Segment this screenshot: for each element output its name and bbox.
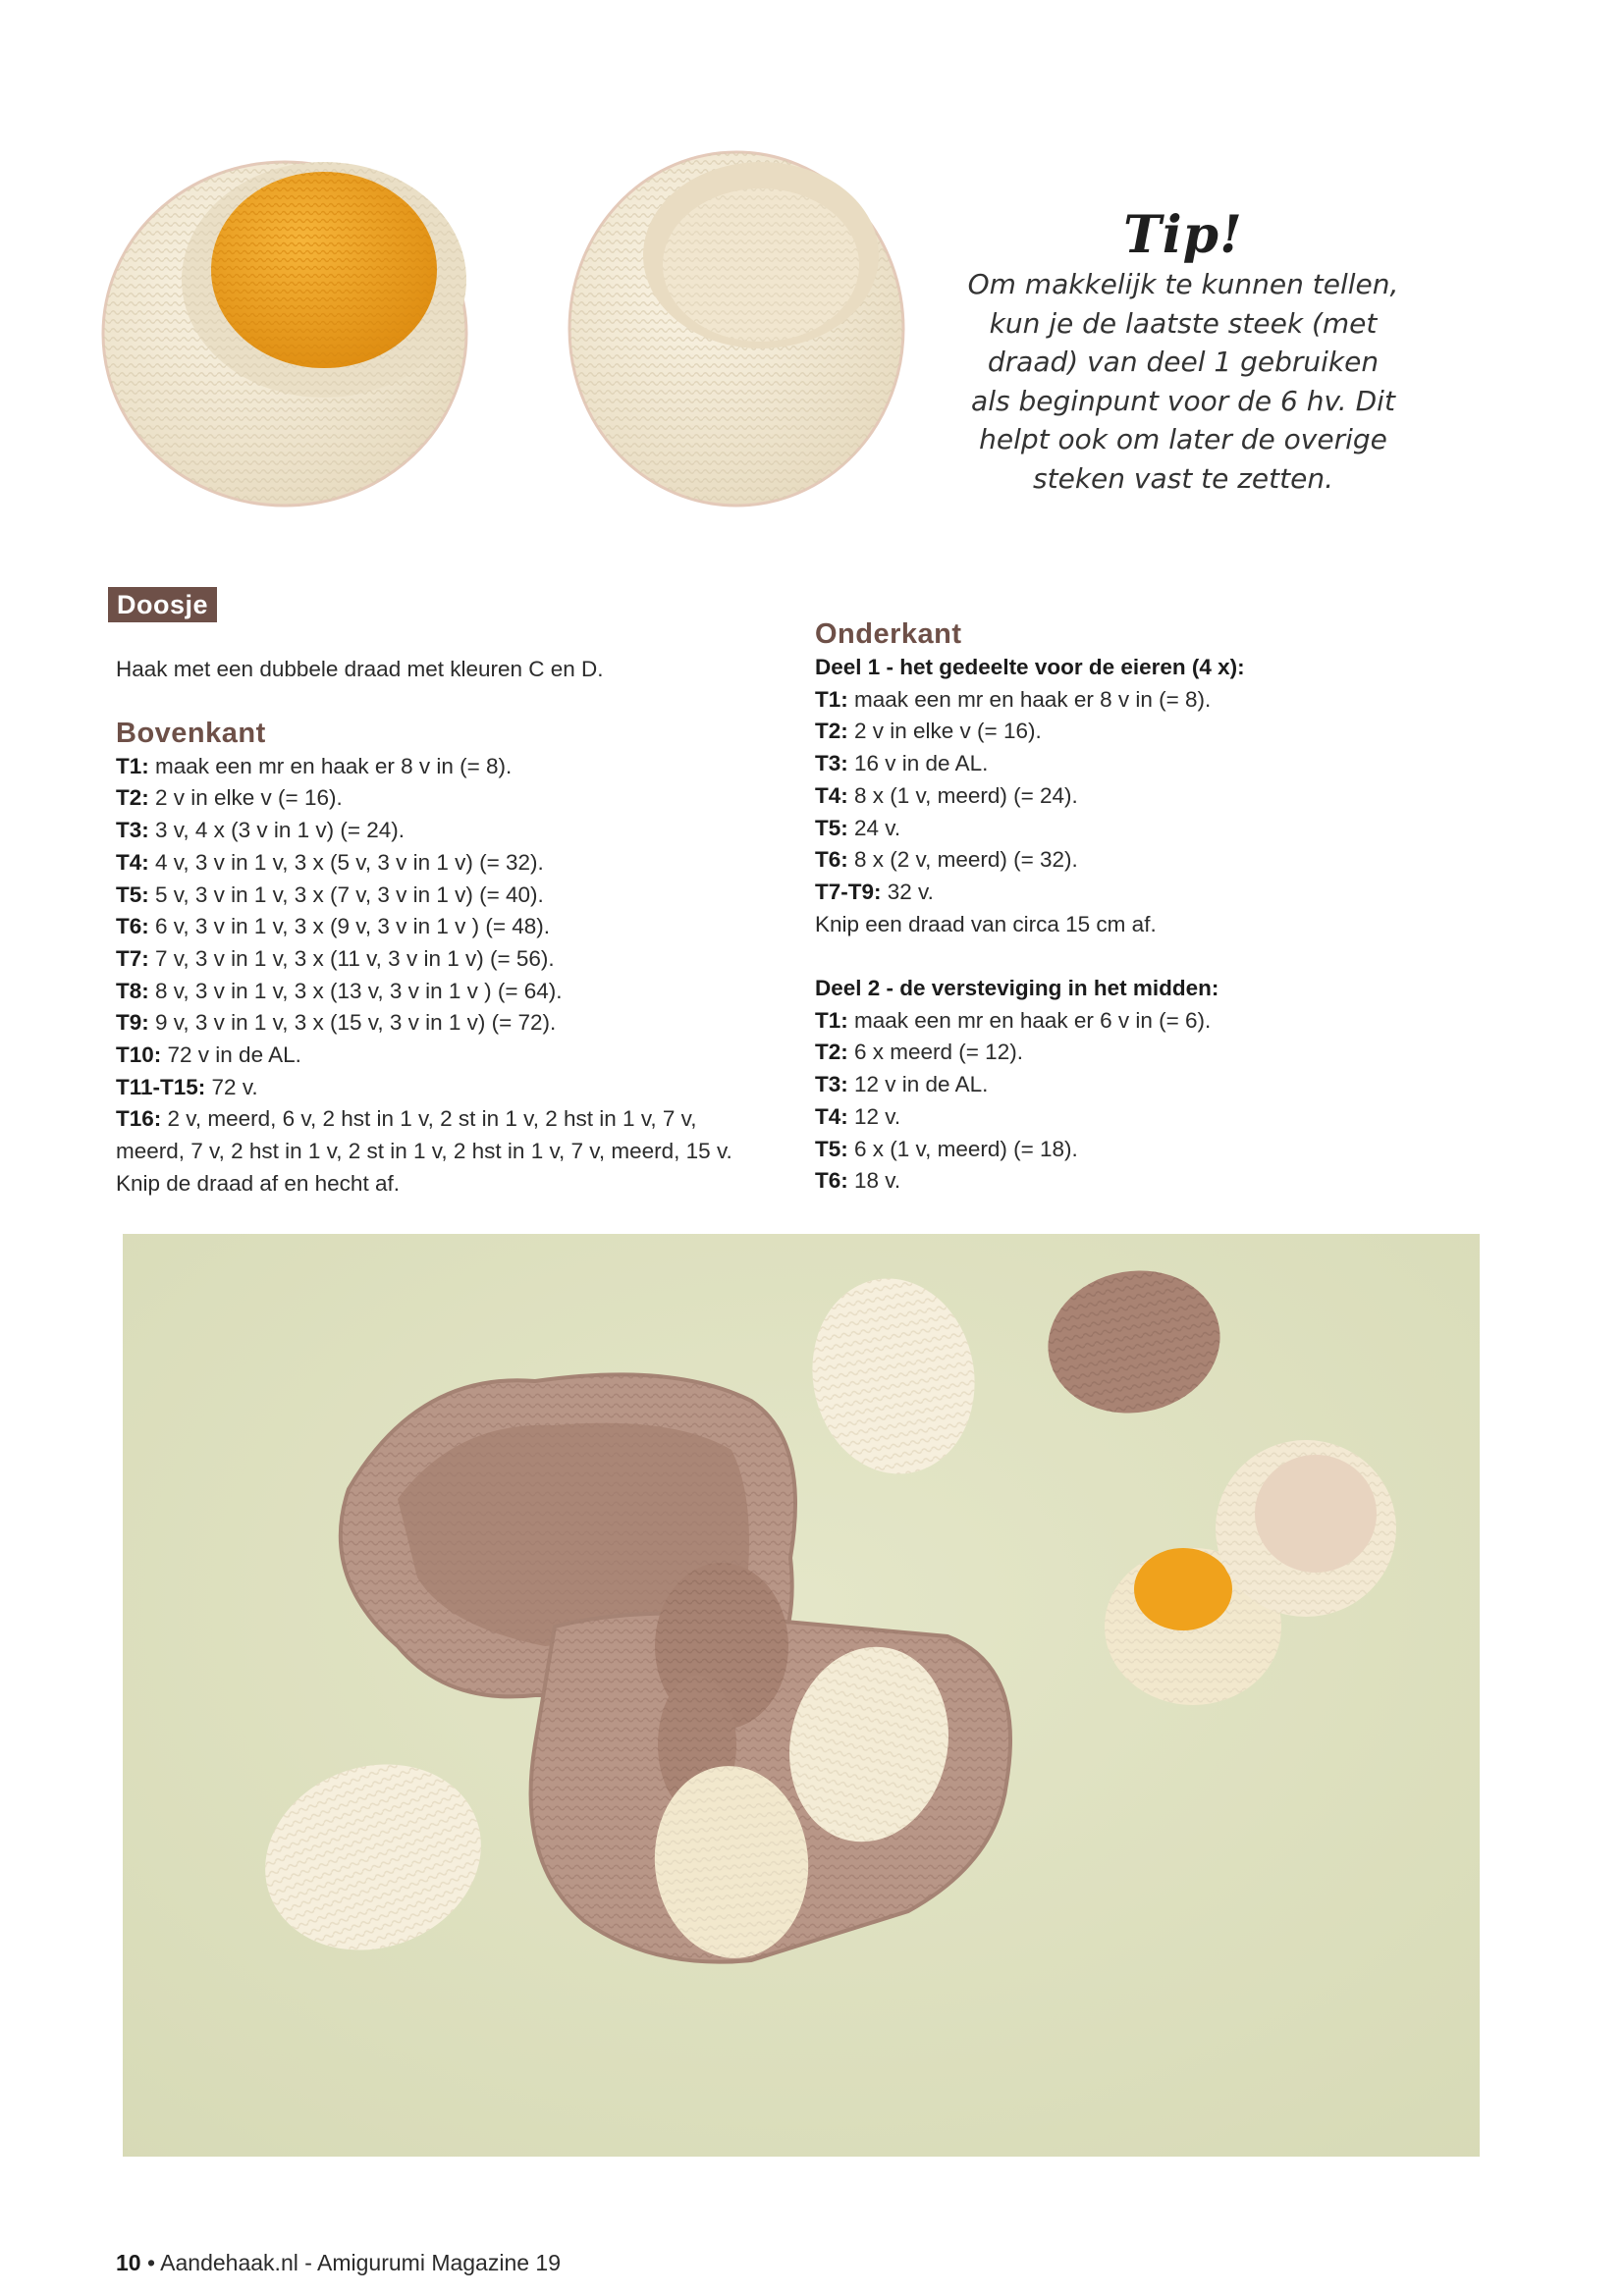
- egg-carton-photo: [123, 1234, 1480, 2157]
- egg-with-yolk: [103, 162, 466, 506]
- pattern-row: T10: 72 v in de AL.: [116, 1042, 301, 1068]
- pattern-row-continuation: meerd, 7 v, 2 hst in 1 v, 2 st in 1 v, 2 hst in 1 v, 7 v, meerd, 15 v.: [116, 1139, 732, 1164]
- pattern-row: T3: 3 v, 4 x (3 v in 1 v) (= 24).: [116, 818, 406, 843]
- heading-bovenkant: Bovenkant: [116, 717, 266, 749]
- tip-box: [957, 206, 1409, 498]
- pattern-row: T9: 9 v, 3 v in 1 v, 3 x (15 v, 3 v in 1 v) (= 72).: [116, 1010, 557, 1036]
- egg-carton-illustration: [123, 1234, 1480, 2157]
- pattern-row: T5: 24 v.: [815, 815, 901, 840]
- pattern-row: T3: 16 v in de AL.: [815, 751, 989, 776]
- footer-text: Aandehaak.nl - Amigurumi Magazine 19: [160, 2250, 562, 2275]
- pattern-row: T1: maak een mr en haak er 6 v in (= 6).: [815, 1007, 1212, 1033]
- pattern-row: T4: 12 v.: [815, 1103, 901, 1129]
- tip-line: draad) van deel 1 gebruiken: [987, 346, 1380, 378]
- pattern-row: T6: 18 v.: [815, 1168, 901, 1194]
- pattern-row: T6: 8 x (2 v, meerd) (= 32).: [815, 847, 1078, 873]
- right-column: [815, 616, 1502, 1198]
- empty-egg-shell: [1216, 1440, 1396, 1617]
- pattern-row: T3: 12 v in de AL.: [815, 1072, 989, 1097]
- tip-line: steken vast te zetten.: [1033, 461, 1333, 495]
- closing-instruction: Knip de draad af en hecht af.: [116, 1170, 400, 1196]
- page-footer: [116, 2248, 561, 2277]
- pattern-row: T4: 8 x (1 v, meerd) (= 24).: [815, 782, 1078, 808]
- part1-closing: Knip een draad van circa 15 cm af.: [815, 911, 1157, 936]
- part2-title: Deel 2 - de versteviging in het midden:: [815, 976, 1219, 1001]
- pattern-row: T7-T9: 32 v.: [815, 879, 934, 904]
- pattern-row: T8: 8 v, 3 v in 1 v, 3 x (13 v, 3 v in 1 v ) (= 64).: [116, 978, 563, 1003]
- empty-shell: [569, 152, 903, 506]
- tip-title: Tip!: [1123, 205, 1243, 265]
- pattern-row: T6: 6 v, 3 v in 1 v, 3 x (9 v, 3 v in 1 v ) (= 48).: [116, 914, 551, 939]
- tip-text: [957, 265, 1409, 498]
- intro-text: Haak met een dubbele draad met kleuren C en D.: [116, 657, 604, 681]
- pattern-row: T4: 4 v, 3 v in 1 v, 3 x (5 v, 3 v in 1 v) (= 32).: [116, 849, 544, 875]
- egg-illustration: [93, 123, 957, 515]
- pattern-row: T11-T15: 72 v.: [116, 1074, 258, 1099]
- page-number: 10: [116, 2250, 141, 2275]
- top-photo-eggs: [93, 123, 957, 515]
- tip-line: helpt ook om later de overige: [979, 423, 1387, 455]
- part1-title: Deel 1 - het gedeelte voor de eieren (4 x):: [815, 655, 1245, 679]
- pattern-row: T16: 2 v, meerd, 6 v, 2 hst in 1 v, 2 st in 1 v, 2 hst in 1 v, 7 v,: [116, 1106, 697, 1132]
- heading-onderkant: Onderkant: [815, 618, 962, 650]
- pattern-row: T7: 7 v, 3 v in 1 v, 3 x (11 v, 3 v in 1 v) (= 56).: [116, 945, 555, 971]
- left-column: [116, 654, 784, 1201]
- pattern-row: T2: 2 v in elke v (= 16).: [116, 785, 343, 811]
- section-badge-doosje: Doosje: [108, 587, 217, 622]
- pattern-row: T2: 6 x meerd (= 12).: [815, 1040, 1023, 1065]
- tip-line: kun je de laatste steek (met: [989, 306, 1378, 340]
- pattern-row: T1: maak een mr en haak er 8 v in (= 8).: [815, 686, 1212, 712]
- tip-line: als beginpunt voor de 6 hv. Dit: [971, 384, 1395, 417]
- pattern-row: T5: 5 v, 3 v in 1 v, 3 x (7 v, 3 v in 1 v) (= 40).: [116, 881, 544, 907]
- pattern-row: T5: 6 x (1 v, meerd) (= 18).: [815, 1136, 1078, 1161]
- tip-line: Om makkelijk te kunnen tellen,: [967, 268, 1399, 300]
- pattern-row: T2: 2 v in elke v (= 16).: [815, 719, 1042, 744]
- footer-separator: •: [140, 2250, 161, 2275]
- pattern-row: T1: maak een mr en haak er 8 v in (= 8).: [116, 753, 513, 778]
